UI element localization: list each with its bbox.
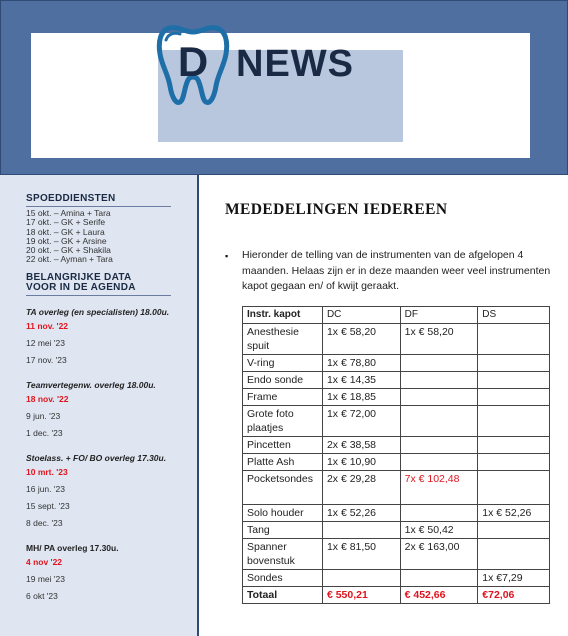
- table-cell: Grote foto plaatjes: [243, 406, 323, 437]
- table-cell: 1x € 52,26: [322, 505, 400, 522]
- table-row: [243, 355, 550, 372]
- table-cell: [478, 372, 550, 389]
- instrument-table: [242, 306, 550, 604]
- agenda-block: [26, 306, 197, 369]
- table-cell: [322, 570, 400, 587]
- column-header: Instr. kapot: [243, 307, 323, 324]
- table-cell: Solo houder: [243, 505, 323, 522]
- duty-item: 18 okt. – GK + Laura: [26, 226, 105, 237]
- duty-list: [26, 209, 197, 265]
- agenda-block: [26, 542, 197, 605]
- table-cell: Platte Ash: [243, 454, 323, 471]
- table-cell: Tang: [243, 522, 323, 539]
- table-row: [243, 437, 550, 454]
- table-row: [243, 570, 550, 587]
- table-cell: 2x € 163,00: [400, 539, 478, 570]
- table-cell: Spanner bovenstuk: [243, 539, 323, 570]
- table-cell: [322, 522, 400, 539]
- agenda-heading: MH/ PA overleg 17.30u.: [26, 542, 119, 553]
- agenda-date: 19 mei '23: [26, 573, 65, 584]
- agenda-date: 18 nov. '22: [26, 393, 69, 404]
- table-cell: [478, 389, 550, 406]
- table-cell: Sondes: [243, 570, 323, 587]
- table-cell: 1x € 81,50: [322, 539, 400, 570]
- table-cell: [400, 406, 478, 437]
- table-cell: [478, 454, 550, 471]
- table-cell: 2x € 38,58: [322, 437, 400, 454]
- table-cell: 1x €7,29: [478, 570, 550, 587]
- table-cell: 1x € 18,85: [322, 389, 400, 406]
- logo: [156, 21, 406, 107]
- header-band: [0, 0, 568, 175]
- table-cell: Endo sonde: [243, 372, 323, 389]
- agenda-heading: Teamvertegenw. overleg 18.00u.: [26, 379, 156, 390]
- total-cell: € 550,21: [322, 587, 400, 604]
- table-cell: 1x € 72,00: [322, 406, 400, 437]
- table-row: [243, 389, 550, 406]
- table-cell: [400, 355, 478, 372]
- table-cell: 1x € 78,80: [322, 355, 400, 372]
- table-row: [243, 505, 550, 522]
- agenda-title-line: BELANGRIJKE DATA: [26, 271, 132, 283]
- main-content: [201, 175, 568, 636]
- agenda-date: 16 jun. '23: [26, 483, 65, 494]
- agenda-date: 12 mei '23: [26, 337, 65, 348]
- table-cell: 1x € 10,90: [322, 454, 400, 471]
- column-header: DC: [322, 307, 400, 324]
- total-cell: € 452,66: [400, 587, 478, 604]
- table-cell: 7x € 102,48: [400, 471, 478, 505]
- table-cell: 1x € 14,35: [322, 372, 400, 389]
- table-cell: Frame: [243, 389, 323, 406]
- table-cell: [400, 389, 478, 406]
- duty-item: 15 okt. – Amina + Tara: [26, 208, 111, 218]
- total-cell: €72,06: [478, 587, 550, 604]
- table-row: [243, 454, 550, 471]
- table-cell: V-ring: [243, 355, 323, 372]
- column-header: DF: [400, 307, 478, 324]
- duty-title: SPOEDDIENSTEN: [26, 193, 116, 204]
- agenda-heading: Stoelass. + FO/ BO overleg 17.30u.: [26, 452, 167, 463]
- agenda-block: [26, 379, 197, 442]
- table-row: [243, 471, 550, 505]
- table-cell: [400, 505, 478, 522]
- table-cell: 1x € 50,42: [400, 522, 478, 539]
- duty-item: 22 okt. – Ayman + Tara: [26, 254, 113, 265]
- tooth-icon: [156, 22, 230, 106]
- table-cell: [478, 355, 550, 372]
- table-cell: [478, 324, 550, 355]
- agenda-date: 6 okt '23: [26, 590, 58, 601]
- table-header-row: [243, 307, 550, 324]
- table-cell: 2x € 29,28: [322, 471, 400, 505]
- title-divider: [26, 206, 171, 207]
- agenda-date: 17 nov. '23: [26, 354, 67, 365]
- table-cell: [400, 372, 478, 389]
- table-row: [243, 372, 550, 389]
- table-cell: 1x € 58,20: [400, 324, 478, 355]
- bullet-text: Hieronder de telling van de instrumenten van de afgelopen 4 maanden. Helaas zijn er in deze maanden weer veel instrumenten kapot gegaan en/ of kwijt geraakt.: [242, 249, 551, 292]
- table-cell: [400, 454, 478, 471]
- logo-letter: D: [177, 38, 209, 85]
- title-divider: [26, 295, 171, 296]
- agenda-date: 11 nov. '22: [26, 320, 69, 331]
- agenda-heading: TA overleg (en specialisten) 18.00u.: [26, 306, 170, 317]
- table-row: [243, 406, 550, 437]
- table-row: [243, 522, 550, 539]
- table-cell: Pocketsondes: [243, 471, 323, 505]
- agenda-date: 4 nov '22: [26, 556, 63, 567]
- agenda-date: 9 jun. '23: [26, 410, 61, 421]
- table-cell: 1x € 58,20: [322, 324, 400, 355]
- table-cell: [478, 437, 550, 454]
- total-label: Totaal: [243, 587, 323, 604]
- agenda-date: 1 dec. '23: [26, 427, 63, 438]
- table-cell: [400, 437, 478, 454]
- agenda-title: [26, 273, 197, 293]
- table-cell: [478, 406, 550, 437]
- agenda-title-line: VOOR IN DE AGENDA: [26, 281, 136, 293]
- table-cell: Anesthesie spuit: [243, 324, 323, 355]
- table-total-row: [243, 587, 550, 604]
- table-row: [243, 539, 550, 570]
- table-cell: [478, 471, 550, 505]
- duty-item: 19 okt. – GK + Arsine: [26, 235, 107, 246]
- duty-item: 20 okt. – GK + Shakila: [26, 245, 111, 256]
- agenda-date: 10 mrt. '23: [26, 466, 68, 477]
- logo-word: NEWS: [236, 42, 354, 85]
- table-cell: 1x € 52,26: [478, 505, 550, 522]
- agenda-block: [26, 452, 197, 532]
- agenda-date: 15 sept. '23: [26, 500, 70, 511]
- sidebar: [0, 175, 199, 636]
- table-cell: [478, 539, 550, 570]
- agenda-date: 8 dec. '23: [26, 517, 63, 528]
- column-header: DS: [478, 307, 550, 324]
- table-cell: [478, 522, 550, 539]
- duty-item: 17 okt. – GK + Serife: [26, 217, 106, 228]
- table-row: [243, 324, 550, 355]
- page-title: MEDEDELINGEN IEDEREEN: [225, 201, 448, 218]
- bullet-paragraph: [225, 248, 555, 295]
- table-cell: Pincetten: [243, 437, 323, 454]
- table-cell: [400, 570, 478, 587]
- bullet-marker: ▪: [225, 251, 229, 261]
